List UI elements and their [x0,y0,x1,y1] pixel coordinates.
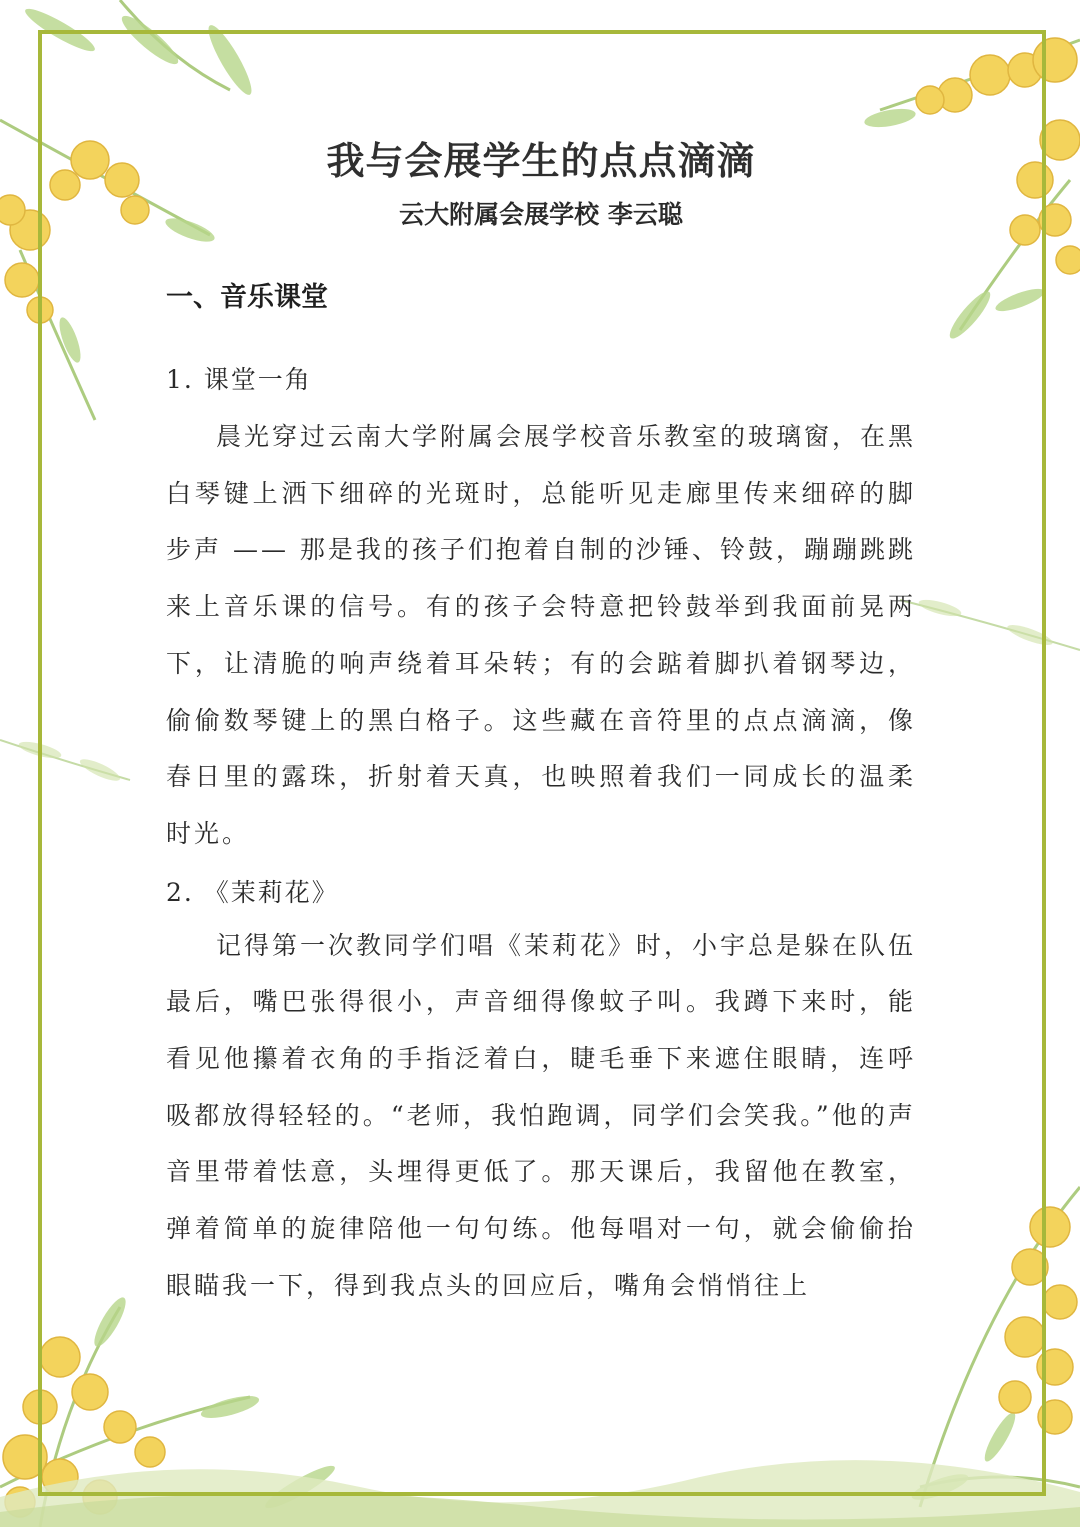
section-heading: 一、音乐课堂 [166,282,328,313]
paragraph-2: 记得第一次教同学们唱《茉莉花》时，小宇总是躲在队伍最后，嘴巴张得很小，声音细得像蚊子叫。我蹲下来时，能看见他攥着衣角的手指泛着白，睫毛垂下来遮住眼睛，连呼吸都放得轻轻的。“老师，我怕跑调，同学们会笑我。”他的声音里带着怯意，头埋得更低了。那天课后，我留他在教室，弹着简单的旋律陪他一句句练。他每唱对一句，就会偷偷抬眼瞄我一下，得到我点头的回应后，嘴角会悄悄往上 [166,930,917,1300]
document-body [166,130,917,1300]
document-title: 我与会展学生的点点滴滴 [326,138,756,183]
subsection-heading-2: 2. 《茉莉花》 [166,877,339,907]
paragraph-1: 晨光穿过云南大学附属会展学校音乐教室的玻璃窗，在黑白琴键上洒下细碎的光斑时，总能听见走廊里传来细碎的脚步声 —— 那是我的孩子们抱着自制的沙锤、铃鼓，蹦蹦跳跳来上音乐课的信号。有的孩子会特意把铃鼓举到我面前晃两下，让清脆的响声绕着耳朵转；有的会踮着脚扒着钢琴边，偷偷数琴键上的黑白格子。这些藏在音符里的点点滴滴，像春日里的露珠，折射着天真，也映照着我们一同成长的温柔时光。 [166,422,917,848]
subsection-heading-1: 1. 课堂一角 [166,365,312,394]
author-line: 云大附属会展学校 李云聪 [399,200,683,229]
